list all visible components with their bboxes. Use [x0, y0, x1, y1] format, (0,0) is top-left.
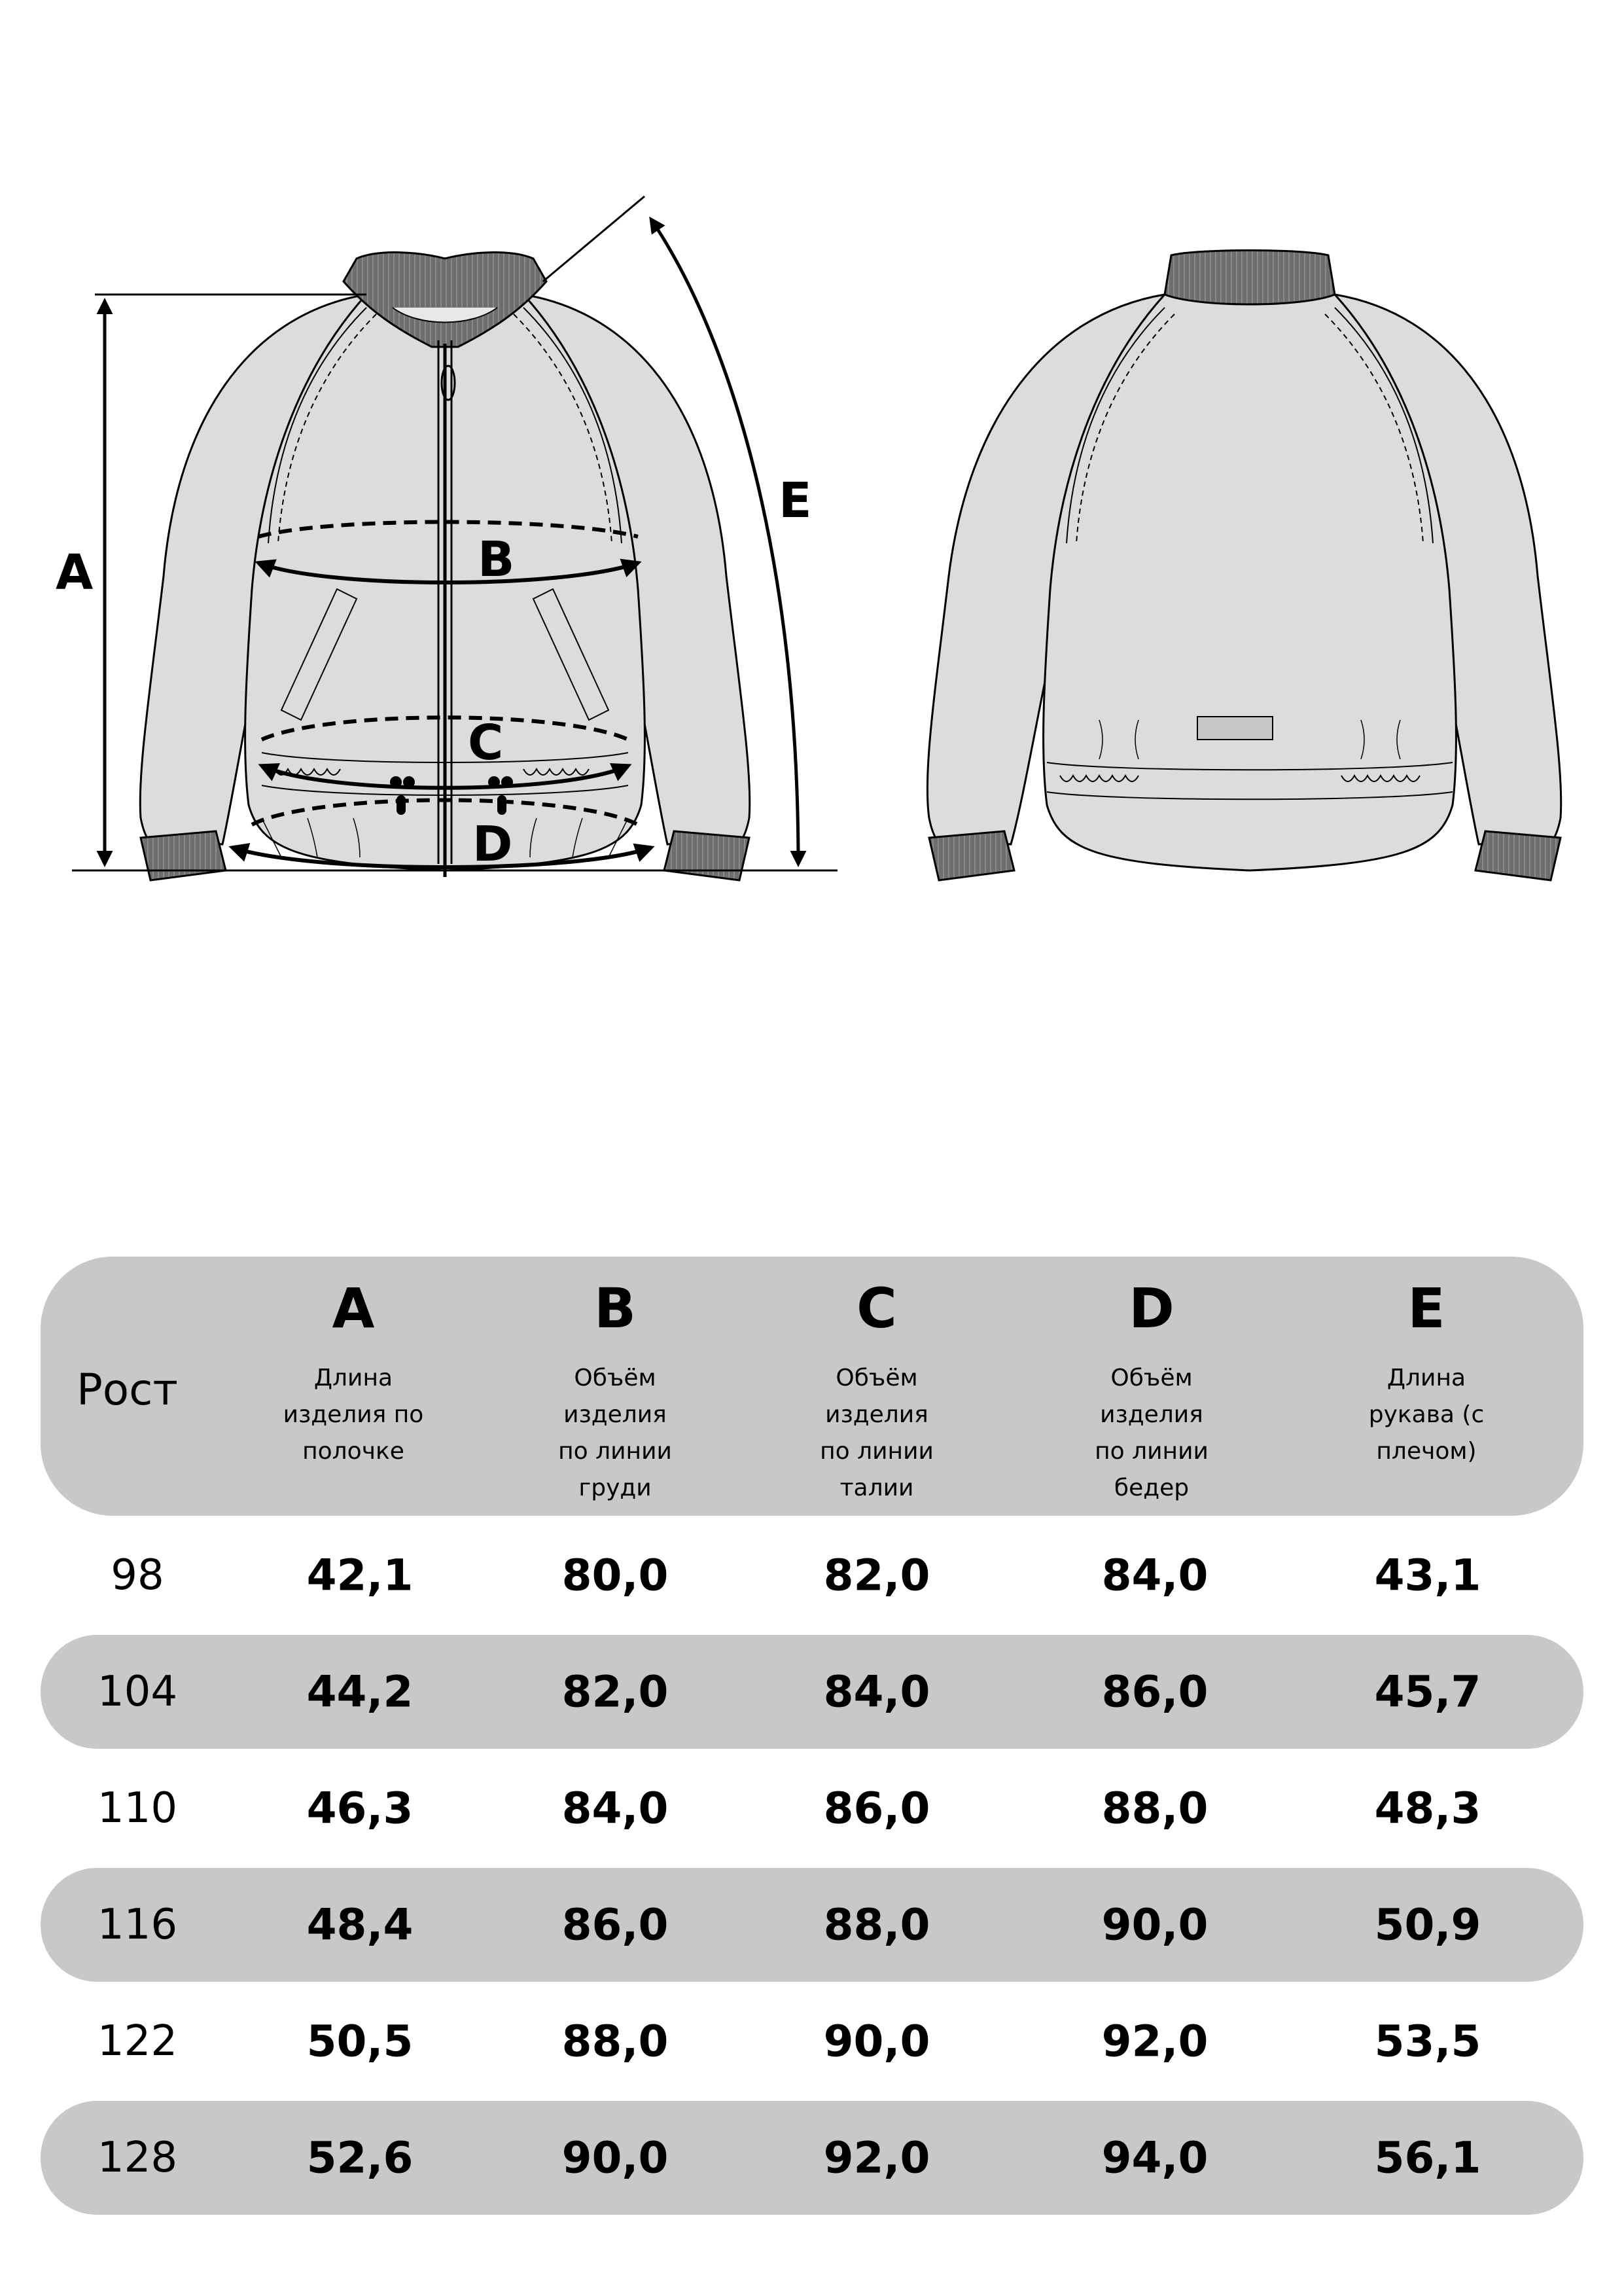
cell-b: 80,0 — [561, 1550, 669, 1601]
cell-e: 43,1 — [1374, 1550, 1481, 1601]
cell-a: 52,6 — [306, 2132, 414, 2183]
cell-d: 94,0 — [1101, 2132, 1209, 2183]
jacket-technical-drawing — [0, 0, 1624, 1047]
cell-rost: 128 — [97, 2134, 178, 2182]
column-letter: B — [593, 1276, 637, 1340]
cell-rost: 116 — [97, 1901, 178, 1949]
back-label-patch — [1197, 717, 1273, 740]
cell-b: 90,0 — [561, 2132, 669, 2183]
cell-d: 92,0 — [1101, 2016, 1209, 2067]
cell-a: 42,1 — [306, 1550, 414, 1601]
table-header — [41, 1257, 1583, 1516]
cell-rost: 122 — [97, 2017, 178, 2066]
column-description: Объём изделия по линии талии — [820, 1365, 934, 1501]
cell-a: 50,5 — [306, 2016, 414, 2067]
cell-c: 84,0 — [823, 1666, 930, 1717]
column-description: Длина изделия по полочке — [283, 1365, 424, 1465]
cell-a: 48,4 — [306, 1899, 414, 1950]
column-description: Объём изделия по линии груди — [558, 1365, 672, 1501]
column-letter: E — [1407, 1276, 1445, 1340]
front-right-cuff — [664, 831, 749, 880]
table-row — [41, 1868, 1583, 1982]
back-view — [927, 251, 1561, 881]
cell-e: 48,3 — [1374, 1783, 1481, 1834]
cell-c: 90,0 — [823, 2016, 930, 2067]
cell-d: 90,0 — [1101, 1899, 1209, 1950]
cell-e: 45,7 — [1374, 1666, 1481, 1717]
label-d: D — [472, 816, 513, 872]
cell-c: 92,0 — [823, 2132, 930, 2183]
column-letter: C — [856, 1276, 897, 1340]
cell-rost: 110 — [97, 1784, 178, 1833]
cell-d: 86,0 — [1101, 1666, 1209, 1717]
cell-a: 44,2 — [306, 1666, 414, 1717]
front-left-cuff — [141, 831, 226, 880]
back-left-cuff — [929, 831, 1014, 880]
size-table — [41, 1257, 1583, 2215]
back-body — [1044, 295, 1456, 870]
label-b: B — [478, 531, 515, 588]
cell-d: 84,0 — [1101, 1550, 1209, 1601]
cell-e: 50,9 — [1374, 1899, 1481, 1950]
cell-d: 88,0 — [1101, 1783, 1209, 1834]
cell-c: 88,0 — [823, 1899, 930, 1950]
cell-b: 82,0 — [561, 1666, 669, 1717]
label-e: E — [779, 473, 812, 529]
column-letter: A — [332, 1276, 375, 1340]
row-header-rost: Рост — [77, 1365, 178, 1415]
cell-e: 53,5 — [1374, 2016, 1481, 2067]
back-right-cuff — [1475, 831, 1561, 880]
cell-a: 46,3 — [306, 1783, 414, 1834]
table-row — [41, 1635, 1583, 1749]
table-row — [41, 1751, 1583, 1865]
table-row — [41, 1984, 1583, 2098]
table-row — [41, 2101, 1583, 2215]
label-a: A — [56, 545, 94, 601]
cell-e: 56,1 — [1374, 2132, 1481, 2183]
cell-rost: 98 — [111, 1551, 164, 1600]
table-row — [41, 1518, 1583, 1632]
cell-b: 84,0 — [561, 1783, 669, 1834]
column-description: Длина рукава (с плечом) — [1368, 1365, 1485, 1465]
label-c: C — [468, 715, 504, 771]
cell-rost: 104 — [97, 1668, 178, 1716]
cell-c: 86,0 — [823, 1783, 930, 1834]
column-letter: D — [1129, 1276, 1174, 1340]
cell-b: 88,0 — [561, 2016, 669, 2067]
back-collar — [1165, 251, 1335, 305]
cell-b: 86,0 — [561, 1899, 669, 1950]
column-description: Объём изделия по линии бедер — [1095, 1365, 1209, 1501]
cell-c: 82,0 — [823, 1550, 930, 1601]
